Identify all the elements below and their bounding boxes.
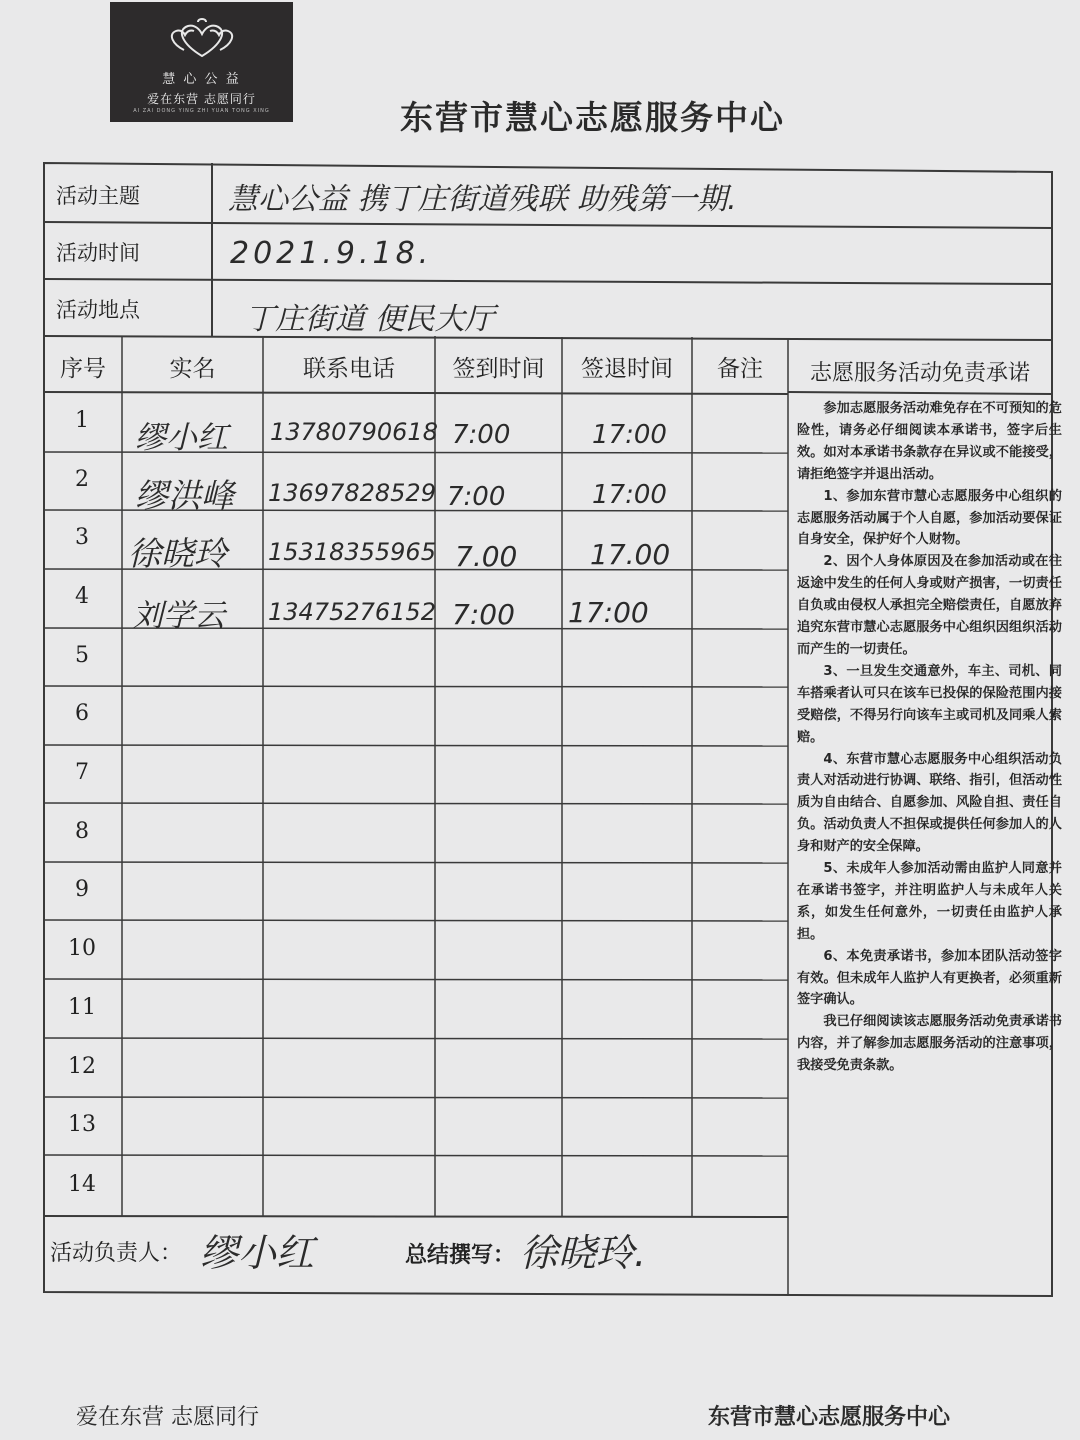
- writer-signature: 徐晓玲.: [520, 1231, 647, 1275]
- row-number: 3: [75, 525, 89, 550]
- row-number: 10: [68, 936, 96, 961]
- row-number: 5: [75, 643, 89, 668]
- disclaimer-paragraph: 我已仔细阅读该志愿服务活动免责承诺书内容，并了解参加志愿服务活动的注意事项，我接受免责条款。: [797, 1014, 1062, 1074]
- disclaimer-paragraph: 4、东营市慧心志愿服务中心组织活动负责人对活动进行协调、联络、指引，但活动性质为自由结合、自愿参加、风险自担、责任自负。活动负责人不担保或提供任何参加人的人身和财产的安全保障。: [797, 751, 1062, 855]
- phone-cell: 15318355965: [268, 538, 436, 566]
- checkout-cell: 17.00: [590, 538, 671, 571]
- checkout-cell: 17:00: [592, 480, 667, 510]
- row-number: 7: [75, 760, 89, 785]
- name-cell: 徐晓玲: [128, 534, 227, 573]
- theme-label: 活动主题: [56, 184, 140, 208]
- row-number: 1: [75, 408, 89, 433]
- disclaimer-text: [797, 398, 1062, 1077]
- checkin-cell: 7.00: [455, 540, 518, 573]
- place-value: 丁庄街道 便民大厅: [245, 302, 495, 337]
- logo-pinyin: AI ZAI DONG YING ZHI YUAN TONG XING: [133, 108, 270, 114]
- footer-slogan: 爱在东营 志愿同行: [76, 1405, 259, 1430]
- col-header-name: 实名: [169, 356, 216, 382]
- row-number: 11: [68, 995, 96, 1020]
- theme-value: 慧心公益 携丁庄街道残联 助残第一期.: [228, 182, 737, 217]
- disclaimer-paragraph: 1、参加东营市慧心志愿服务中心组织的志愿服务活动属于个人自愿，参加活动要保证自身安全，保护好个人财物。: [797, 488, 1062, 548]
- phone-cell: 13780790618: [270, 418, 438, 446]
- col-header-phone: 联系电话: [303, 356, 395, 382]
- row-number: 12: [68, 1054, 96, 1079]
- checkin-cell: 7:00: [452, 420, 511, 450]
- col-header-checkin: 签到时间: [452, 356, 545, 382]
- logo-slogan: 爱在东营 志愿同行: [147, 92, 256, 106]
- leader-signature: 缪小红: [200, 1231, 315, 1275]
- document-title: 东营市慧心志愿服务中心: [400, 98, 785, 137]
- disclaimer-paragraph: 6、本免责承诺书，参加本团队活动签字有效。但未成年人监护人有更换者，必须重新签字确认。: [797, 948, 1062, 1008]
- checkout-cell: 17:00: [568, 596, 649, 629]
- row-number: 13: [68, 1112, 96, 1137]
- disclaimer-heading: 志愿服务活动免责承诺: [809, 361, 1030, 386]
- disclaimer-paragraph: 3、一旦发生交通意外，车主、司机、同车搭乘者认可只在该车已投保的保险范围内接受赔偿，不得另行向该车主或司机及同乘人索赔。: [797, 663, 1062, 745]
- phone-cell: 13697828529: [268, 479, 436, 507]
- time-label: 活动时间: [56, 241, 140, 265]
- col-header-remarks: 备注: [717, 356, 763, 382]
- row-number: 14: [68, 1172, 96, 1197]
- place-label: 活动地点: [56, 298, 140, 322]
- name-cell: 缪洪峰: [135, 476, 234, 515]
- name-cell: 缪小红: [135, 420, 228, 456]
- row-number: 2: [75, 467, 89, 492]
- disclaimer-paragraph: 2、因个人身体原因及在参加活动或在往返途中发生的任何人身或财产损害，一切责任自负或由侵权人承担完全赔偿责任，自愿放弃追究东营市慧心志愿服务中心组织因组织活动而产生的一切责任。: [797, 554, 1062, 657]
- col-header-no: 序号: [60, 356, 106, 382]
- row-number: 9: [75, 877, 89, 902]
- logo-brand: 慧 心 公 益: [162, 72, 241, 87]
- col-header-checkout: 签退时间: [581, 356, 673, 382]
- time-value: 2021.9.18.: [230, 236, 433, 271]
- phone-cell: 13475276152: [268, 598, 436, 626]
- checkout-cell: 17:00: [592, 420, 667, 450]
- checkin-cell: 7:00: [447, 482, 506, 512]
- disclaimer-paragraph: 参加志愿服务活动难免存在不可预知的危险性，请务必仔细阅读本承诺书，签字后生效。如对本承诺书条款存在异议或不能接受，请拒绝签字并退出活动。: [797, 401, 1062, 482]
- checkin-cell: 7:00: [452, 598, 515, 631]
- writer-label: 总结撰写：: [405, 1243, 516, 1268]
- row-number: 8: [75, 819, 89, 844]
- footer-org: 东营市慧心志愿服务中心: [708, 1405, 951, 1430]
- row-number: 4: [75, 584, 89, 609]
- leader-label: 活动负责人：: [50, 1241, 183, 1266]
- row-number: 6: [75, 701, 89, 726]
- name-cell: 刘学云: [132, 598, 225, 634]
- disclaimer-paragraph: 5、未成年人参加活动需由监护人同意并在承诺书签字，并注明监护人与未成年人关系，如发生任何意外，一切责任由监护人承担。: [797, 861, 1062, 942]
